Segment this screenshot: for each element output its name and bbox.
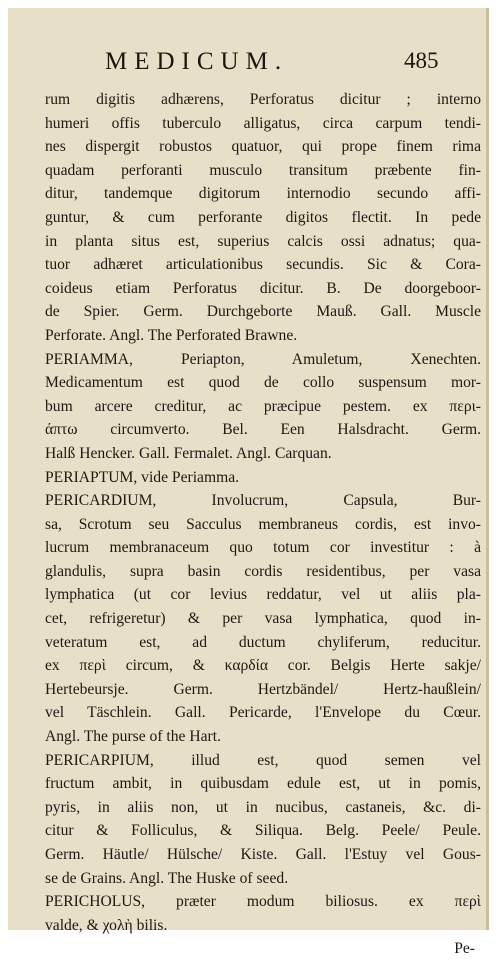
text-line: lucrum membranaceum quo totum cor investitur : à bbox=[45, 539, 481, 557]
entry-heading-pericardium: PERICARDIUM, Involucrum, Capsula, Bur- bbox=[45, 492, 481, 510]
text-line: veteratum est, ad ductum chyliferum, reducitur. bbox=[45, 633, 481, 651]
catchword: Pe- bbox=[454, 940, 475, 958]
entry-heading-pericholus: PERICHOLUS, præter modum biliosus. ex περὶ bbox=[45, 893, 481, 911]
text-line: lymphatica (ut cor levius reddatur, vel ut aliis pla- bbox=[45, 586, 481, 604]
entry-heading-periaptum: PERIAPTUM, vide Periamma. bbox=[45, 468, 240, 486]
text-line: cet, refrigeretur) & per vasa lymphatica, quod in- bbox=[45, 610, 481, 628]
text-line: tuor adhæret articulationibus secundis. Sic & Cora- bbox=[45, 256, 481, 274]
text-line: quadam perforanti musculo transitum præbente fin- bbox=[45, 161, 481, 179]
text-line: valde, & χολὴ bilis. bbox=[45, 916, 168, 934]
text-line: Hertebeursje. Germ. Hertzbändel/ Hertz-haußlein/ bbox=[45, 680, 481, 698]
text-line: fructum ambit, in quibusdam edule est, ut in pomis, bbox=[45, 775, 481, 793]
text-line: Halß Hencker. Gall. Fermalet. Angl. Carquan. bbox=[45, 444, 332, 462]
text-line: in planta situs est, superius calcis ossi adnatus; qua- bbox=[45, 232, 481, 250]
text-line: Angl. The purse of the Hart. bbox=[45, 728, 221, 746]
page-header bbox=[8, 48, 486, 82]
text-line: ditur, tandemque digitorum internodio secundo affi- bbox=[45, 185, 481, 203]
entry-heading-pericarpium: PERICARPIUM, illud est, quod semen vel bbox=[45, 751, 481, 769]
text-line: Perforate. Angl. The Perforated Brawne. bbox=[45, 326, 298, 344]
running-title: MEDICUM. bbox=[105, 48, 289, 75]
text-line: bum arcere creditur, ac præcipue pestem. ex περι- bbox=[45, 397, 481, 415]
text-line: nes dispergit robustos quatuor, qui prope finem rima bbox=[45, 138, 481, 156]
text-line: Medicamentum est quod de collo suspensum mor- bbox=[45, 374, 481, 392]
text-line: ex περὶ circum, & καρδία cor. Belgis Herte sakje/ bbox=[45, 657, 481, 675]
text-line: άπτω circumverto. Bel. Een Halsdracht. Germ. bbox=[45, 421, 481, 439]
entry-heading-periamma: PERIAMMA, Periapton, Amuletum, Xenechten. bbox=[45, 350, 481, 368]
page-number: 485 bbox=[404, 48, 439, 73]
book-page bbox=[8, 8, 489, 958]
text-line: glandulis, supra basin cordis residentibus, per vasa bbox=[45, 562, 481, 580]
text-line: vel Täschlein. Gall. Pericarde, l'Envelope du Cœur. bbox=[45, 704, 481, 722]
text-line: humeri offis tuberculo alligatus, circa carpum tendi- bbox=[45, 114, 481, 132]
text-line: de Spier. Germ. Durchgeborte Mauß. Gall. Muscle bbox=[45, 303, 481, 321]
body-text bbox=[45, 88, 481, 961]
text-line: coideus etiam Perforatus dicitur. B. De doorgeboor- bbox=[45, 279, 481, 297]
text-line: pyris, in aliis non, ut in nucibus, castaneis, &c. di- bbox=[45, 798, 481, 816]
text-line: sa, Scrotum seu Sacculus membraneus cordis, est invo- bbox=[45, 515, 481, 533]
text-line: se de Grains. Angl. The Huske of seed. bbox=[45, 869, 289, 887]
text-line: citur & Folliculus, & Siliqua. Belg. Peele/ Peule. bbox=[45, 822, 481, 840]
text-line: Germ. Häutle/ Hülsche/ Kiste. Gall. l'Estuy vel Gous- bbox=[45, 846, 481, 863]
text-line: rum digitis adhærens, Perforatus dicitur ; interno bbox=[45, 91, 481, 108]
text-line: guntur, & cum perforante digitos flectit. In pede bbox=[45, 208, 481, 226]
